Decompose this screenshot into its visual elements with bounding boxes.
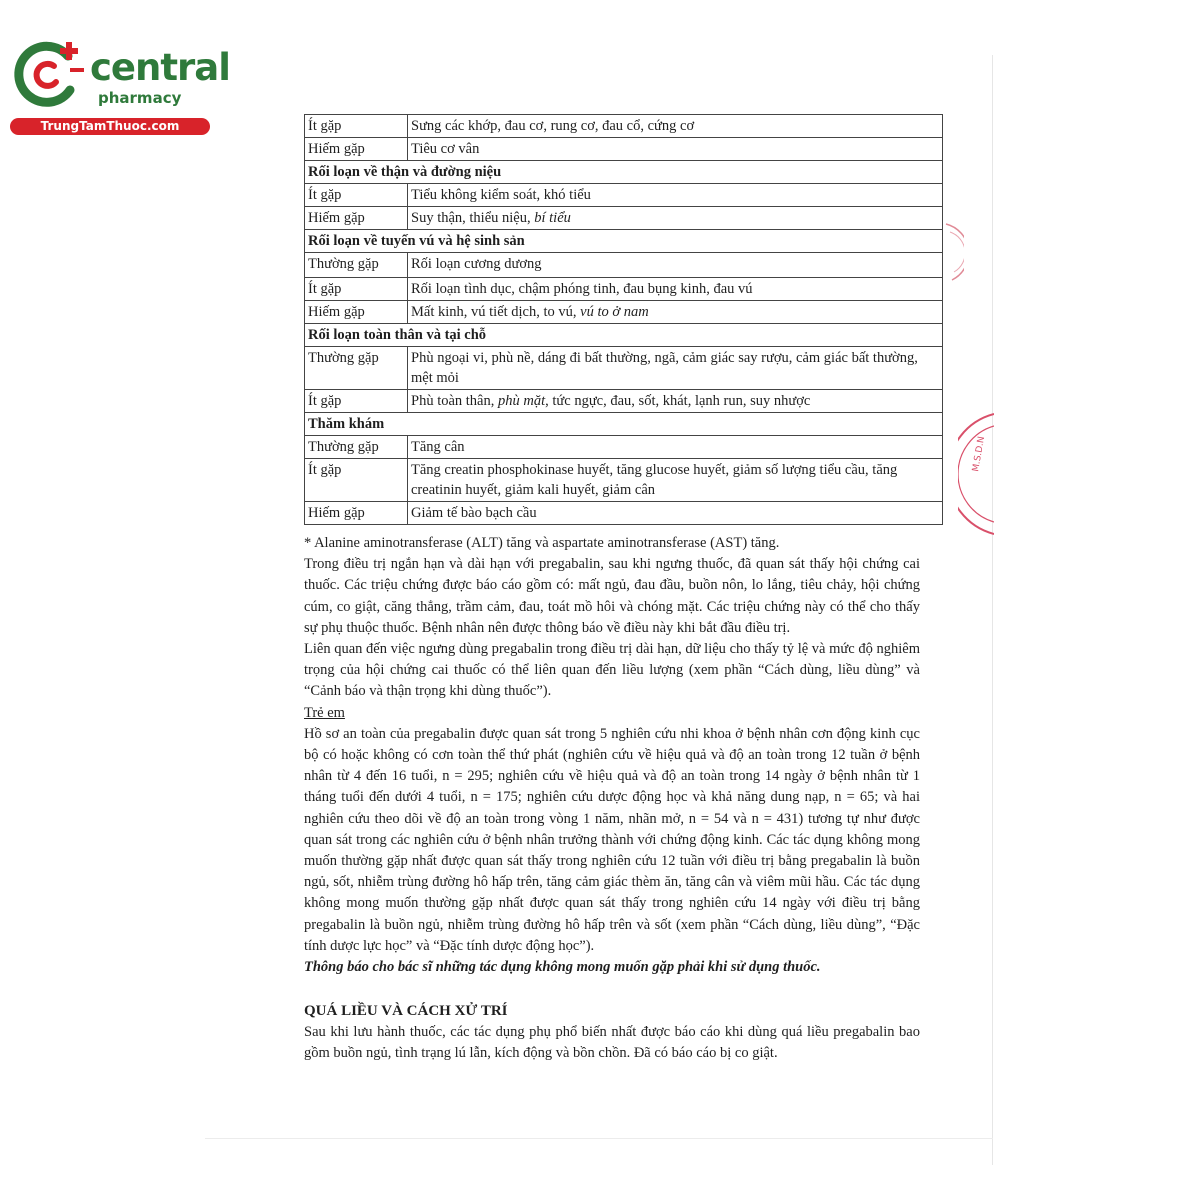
stamp-text: M.S.D.N [971,435,988,473]
paragraph-discontinuation: Liên quan đến việc ngưng dùng pregabalin trong điều trị dài hạn, dữ liệu cho thấy tỷ lệ và mức độ nghiêm trọng của hội chứng cai thuốc có thể liên quan đến liều lượng (xem phần “Cách dùng, liều dùng” và “Cảnh báo và thận trọng khi dùng thuốc”). [304,641,920,700]
document-body [304,533,920,1065]
description-cell: Tăng cân [408,436,943,459]
table-row [305,459,943,502]
frequency-cell: Ít gặp [305,278,408,301]
paragraph-children: Hồ sơ an toàn của pregabalin được quan sát trong 5 nghiên cứu nhi khoa ở bệnh nhân cơn động kinh cục bộ có hoặc không có cơn toàn thể thứ phát (nghiên cứu về hiệu quả và độ an toàn trong 12 tuần ở bệnh nhân từ 4 đến 16 tuổi, n = 295; nghiên cứu về hiệu quả và độ an toàn trong 14 ngày ở bệnh nhân từ 1 tháng tuổi đến dưới 4 tuổi, n = 175; nghiên cứu dược động học và khả năng dung nạp, n = 65; và hai nghiên cứu theo dõi về độ an toàn trong vòng 1 năm, nhãn mở, n = 54 và n = 431) tương tự như được quan sát trong các nghiên cứu ở bệnh nhân trưởng thành với chứng động kinh. Các tác dụng không mong muốn thường gặp nhất được quan sát thấy trong nghiên cứu 12 tuần với điều trị bằng pregabalin là buồn ngủ, sốt, nhiễm trùng đường hô hấp trên, tăng cảm giác thèm ăn, tăng cân và viêm mũi hầu. Các tác dụng không mong muốn thường gặp nhất được quan sát thấy trong nghiên cứu 14 ngày với điều trị bằng pregabalin là buồn ngủ, nhiễm trùng đường hô hấp trên và sốt (xem phần “Cách dùng, liều dùng”, “Đặc tính dược lực học” và “Đặc tính dược động học”). [304,725,920,954]
frequency-cell: Thường gặp [305,347,408,390]
description-cell: Rối loạn tình dục, chậm phóng tinh, đau bụng kinh, đau vú [408,278,943,301]
table-row [305,115,943,138]
frequency-cell: Thường gặp [305,436,408,459]
frequency-cell: Hiếm gặp [305,502,408,525]
table-row [305,502,943,525]
description-text: Phù toàn thân, [411,393,498,409]
frequency-cell: Hiếm gặp [305,138,408,161]
frequency-cell: Ít gặp [305,459,408,502]
frequency-cell: Hiếm gặp [305,207,408,230]
description-cell: Giảm tế bào bạch cầu [408,502,943,525]
table-section-row [305,230,943,253]
paragraph-overdose: Sau khi lưu hành thuốc, các tác dụng phụ phổ biến nhất được báo cáo khi dùng quá liều pregabalin bao gồm buồn ngủ, tình trạng lú lẫn, kích động và bồn chồn. Đã có báo cáo bị co giật. [304,1024,920,1062]
pharmacy-cross-logo-icon [10,38,90,110]
adverse-effects-table [304,114,943,525]
brand-logo [10,38,230,138]
frequency-cell: Thường gặp [305,253,408,278]
table-row [305,184,943,207]
page-edge [205,1138,993,1139]
table-section-row [305,161,943,184]
section-heading: Rối loạn về tuyến vú và hệ sinh sản [305,230,943,253]
footnote: * Alanine aminotransferase (ALT) tăng và aspartate aminotransferase (AST) tăng. [304,535,780,551]
brand-subtitle: pharmacy [98,89,182,107]
children-heading: Trẻ em [304,704,345,721]
description-cell [408,390,943,413]
table-row [305,301,943,324]
description-cell: Tiểu không kiểm soát, khó tiểu [408,184,943,207]
table-section-row [305,324,943,347]
brand-url-badge[interactable]: TrungTamThuoc.com [10,118,210,135]
section-heading: Rối loạn toàn thân và tại chỗ [305,324,943,347]
stamp-fragment-top [944,222,964,282]
description-text: , tức ngực, đau, sốt, khát, lạnh run, suy nhược [545,393,811,409]
overdose-heading: QUÁ LIỀU VÀ CÁCH XỬ TRÍ [304,1003,508,1020]
paragraph-withdrawal: Trong điều trị ngắn hạn và dài hạn với pregabalin, sau khi ngưng thuốc, đã quan sát thấy hội chứng cai thuốc. Các triệu chứng được báo cáo gồm có: mất ngủ, đau đầu, buồn nôn, lo lắng, tiêu chảy, hội chứng cúm, co giật, căng thẳng, trầm cảm, đau, toát mồ hôi và chóng mặt. Các triệu chứng này có thể cho thấy sự phụ thuộc thuốc. Bệnh nhân nên được thông báo về điều này khi bắt đầu điều trị. [304,556,920,636]
frequency-cell: Ít gặp [305,390,408,413]
table-section-row [305,413,943,436]
description-cell: Rối loạn cương dương [408,253,943,278]
table-row [305,390,943,413]
description-text: Mất kinh, vú tiết dịch, to vú, [411,304,581,320]
table-row [305,138,943,161]
description-cell [408,207,943,230]
description-emphasis: vú to ở nam [580,304,649,320]
description-text: Suy thận, thiểu niệu, [411,210,535,226]
description-cell: Phù ngoại vi, phù nề, dáng đi bất thường, ngã, cảm giác say rượu, cảm giác bất thường, mệt mỏi [408,347,943,390]
description-emphasis: phù mặt [498,393,546,409]
page-edge [992,55,993,1165]
table-row [305,436,943,459]
section-heading: Thăm khám [305,413,943,436]
brand-name: central [90,46,230,89]
stamp-fragment-seal [958,412,994,536]
frequency-cell: Hiếm gặp [305,301,408,324]
description-emphasis: bí tiểu [534,210,571,226]
table-row [305,347,943,390]
table-row [305,278,943,301]
description-cell: Sưng các khớp, đau cơ, rung cơ, đau cổ, cứng cơ [408,115,943,138]
table-row [305,207,943,230]
description-cell: Tăng creatin phosphokinase huyết, tăng glucose huyết, giảm số lượng tiểu cầu, tăng creatinin huyết, giảm kali huyết, giảm cân [408,459,943,502]
frequency-cell: Ít gặp [305,184,408,207]
description-cell [408,301,943,324]
frequency-cell: Ít gặp [305,115,408,138]
table-row [305,253,943,278]
notice-text: Thông báo cho bác sĩ những tác dụng không mong muốn gặp phải khi sử dụng thuốc. [304,959,821,976]
section-heading: Rối loạn về thận và đường niệu [305,161,943,184]
description-cell: Tiêu cơ vân [408,138,943,161]
